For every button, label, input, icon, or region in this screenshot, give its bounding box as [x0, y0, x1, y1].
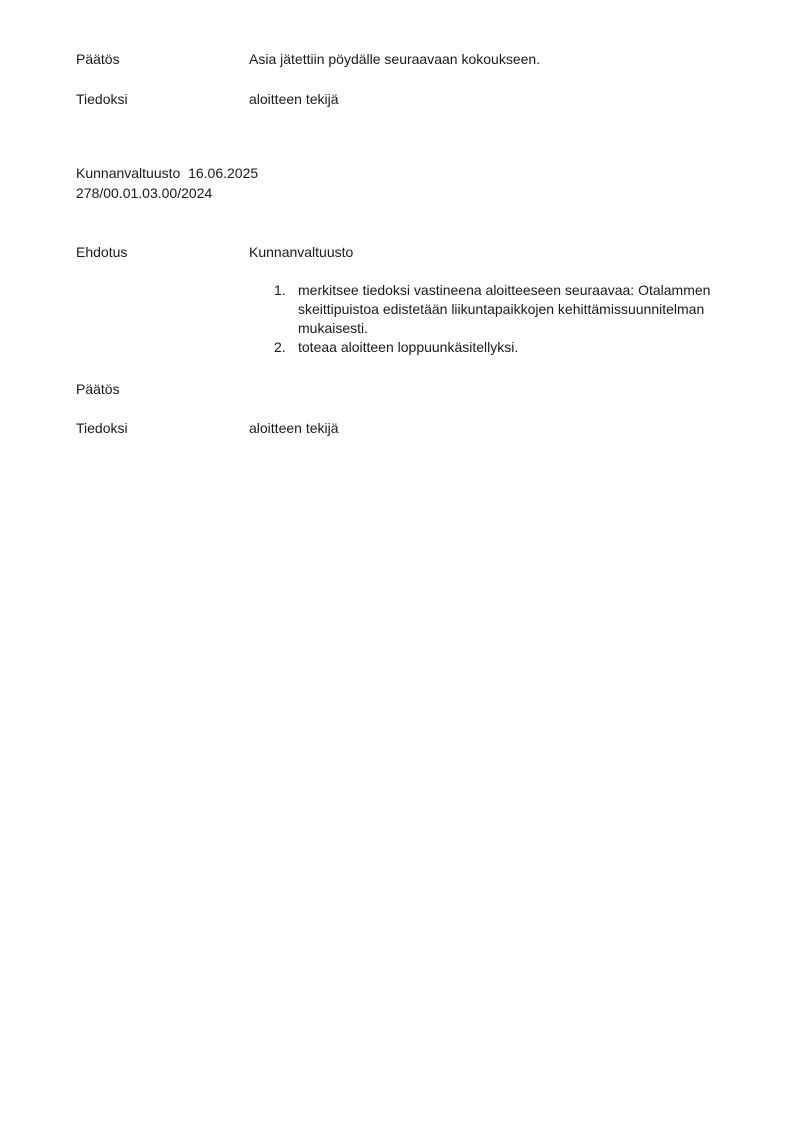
list-item-number: 2.: [274, 339, 286, 355]
list-item: [249, 338, 749, 357]
info-label: Tiedoksi: [76, 91, 128, 107]
list-item-text: merkitsee tiedoksi vastineena aloitteeseen seuraavaa: Otalammen skeittipuistoa edistetään liikuntapaikkojen kehittämissuunnitelman mukaisesti.: [298, 282, 711, 336]
info-label-2: Tiedoksi: [76, 420, 128, 436]
proposal-body: Kunnanvaltuusto: [249, 244, 354, 260]
info-text-2: aloitteen tekijä: [249, 420, 339, 436]
decision-label-2: Päätös: [76, 381, 120, 397]
case-number: 278/00.01.03.00/2024: [76, 185, 213, 201]
list-item-number: 1.: [274, 282, 286, 298]
decision-label: Päätös: [76, 51, 120, 67]
proposal-list: [249, 281, 749, 357]
info-text: aloitteen tekijä: [249, 91, 339, 107]
list-item: [249, 281, 749, 338]
proposal-label: Ehdotus: [76, 244, 128, 260]
body-date: Kunnanvaltuusto 16.06.2025: [76, 165, 259, 181]
list-item-text: toteaa aloitteen loppuunkäsitellyksi.: [298, 339, 519, 355]
decision-text: Asia jätettiin pöydälle seuraavaan kokoukseen.: [249, 51, 541, 67]
